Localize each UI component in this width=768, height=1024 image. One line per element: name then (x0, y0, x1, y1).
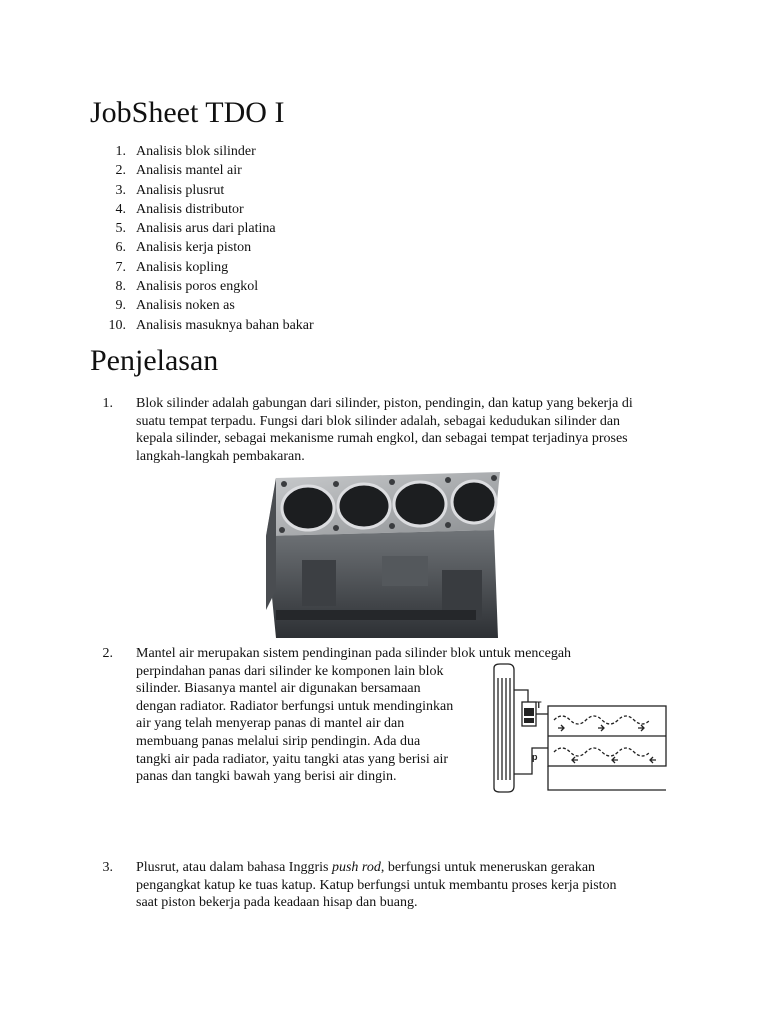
list-number: 1. (115, 144, 126, 159)
list-item (90, 258, 314, 277)
engine-block-image (262, 470, 506, 638)
text-line: Mantel air merupakan sistem pendinginan pada silinder blok untuk mencegah (136, 646, 572, 661)
item-number: 1. (102, 396, 113, 411)
text-line: membuang panas melalui sirip pendingin. Ada dua (136, 733, 421, 749)
list-item (90, 296, 314, 315)
cooling-system-diagram (488, 662, 670, 794)
text-line: air yang telah menyerap panas di mantel air dan (136, 716, 405, 732)
list-item (90, 142, 314, 161)
list-number: 7. (115, 259, 126, 275)
list-number: 3. (115, 182, 126, 198)
list-item (90, 200, 314, 219)
list-text: Analisis arus dari platina (136, 221, 276, 237)
list-number: 8. (115, 279, 126, 295)
item-text (136, 859, 617, 912)
section-title: Penjelasan (90, 344, 219, 377)
list-item (90, 316, 314, 335)
list-text: Analisis masuknya bahan bakar (136, 317, 314, 333)
list-number: 6. (115, 240, 126, 256)
text-line: suatu tempat terpadu. Fungsi dari blok silinder adalah, sebagai kedudukan silinder dan (136, 413, 621, 429)
text-line: tangki air pada radiator, yaitu tangki atas yang berisi air (136, 751, 448, 767)
list-item (90, 181, 314, 200)
text-line: dengan radiator. Radiator berfungsi untuk mendinginkan (136, 698, 454, 714)
text-line: perpindahan panas dari silinder ke komponen lain blok (136, 663, 444, 679)
text-line (136, 859, 617, 877)
list-number: 10. (108, 317, 126, 333)
diagram-label-t: T (536, 700, 542, 710)
list-text: Analisis plusrut (136, 182, 225, 198)
list-number: 4. (115, 201, 126, 217)
list-text: Analisis mantel air (136, 163, 242, 179)
text-segment: , berfungsi untuk meneruskan gerakan (380, 860, 596, 875)
list-item (90, 277, 314, 296)
list-number: 5. (115, 221, 126, 237)
text-line: kepala silinder, sebagai mekanisme rumah engkol, dan sebagai tempat terjadinya proses (136, 431, 628, 447)
text-line: Blok silinder adalah gabungan dari silinder, piston, pendingin, dan katup yang bekerja di (136, 396, 633, 411)
item-text (136, 395, 633, 465)
list-text: Analisis blok silinder (136, 144, 256, 159)
list-text: Analisis noken as (136, 298, 235, 314)
list-item (90, 219, 314, 238)
list-item (90, 238, 314, 257)
list-number: 2. (115, 163, 126, 179)
item-number: 2. (102, 646, 113, 661)
list-text: Analisis kopling (136, 259, 229, 275)
text-segment: Plusrut, atau dalam bahasa Inggris (136, 860, 332, 875)
text-line: silinder. Biasanya mantel air digunakan bersamaan (136, 681, 421, 697)
text-line: saat piston bekerja pada keadaan hisap dan buang. (136, 895, 418, 911)
document-title: JobSheet TDO I (90, 96, 285, 129)
item-number: 3. (102, 860, 113, 875)
list-text: Analisis kerja piston (136, 240, 252, 256)
list-text: Analisis distributor (136, 201, 244, 217)
diagram-label-p: p (532, 752, 538, 762)
list-number: 9. (115, 298, 126, 314)
text-line: langkah-langkah pembakaran. (136, 448, 305, 464)
emphasis-text: push rod (331, 860, 381, 875)
analysis-list (90, 142, 314, 335)
list-text: Analisis poros engkol (136, 279, 259, 295)
list-item (90, 161, 314, 180)
text-line: pengangkat katup ke tuas katup. Katup berfungsi untuk membantu proses kerja piston (136, 877, 617, 893)
text-line: panas dan tangki bawah yang berisi air dingin. (136, 769, 397, 785)
